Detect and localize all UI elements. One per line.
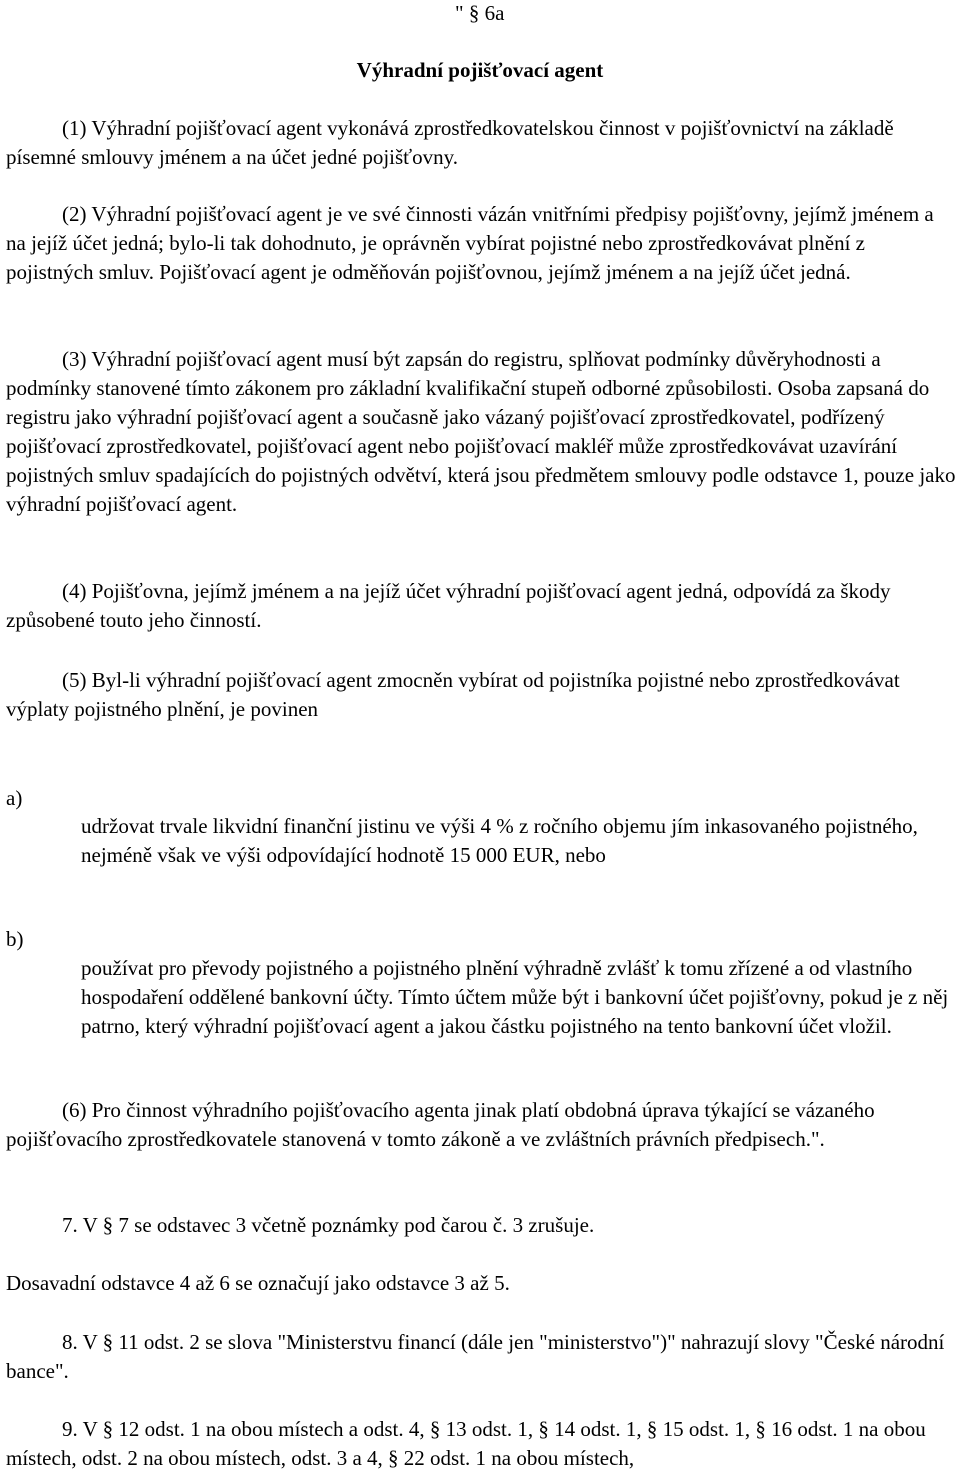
amendment-point-8: 8. V § 11 odst. 2 se slova "Ministerstvu financí (dále jen "ministerstvo")" nahrazují slovy "České národní bance". (6, 1330, 945, 1383)
list-item-text-b: používat pro převody pojistného a pojistného plnění výhradně zvlášť k tomu zřízené a od vlastního hospodaření oddělené bankovní účty. Tímto účtem může být i bankovní účet pojišťovny, pokud je z něj patrno, který výhradní pojišťovací agent a jakou částku pojistného na tento bankovní účet vložil. (81, 956, 949, 1038)
section-marker: " § 6a (455, 1, 505, 25)
amendment-point-7: 7. V § 7 se odstavec 3 včetně poznámky pod čarou č. 3 zrušuje. (62, 1213, 595, 1237)
paragraph-6: (6) Pro činnost výhradního pojišťovacího agenta jinak platí obdobná úprava týkající se vázaného pojišťovacího zprostředkovatele stanovená v tomto zákoně a ve zvláštních právních předpisech.". (6, 1098, 875, 1151)
paragraph-3: (3) Výhradní pojišťovací agent musí být zapsán do registru, splňovat podmínky důvěryhodnosti a podmínky stanovené tímto zákonem pro základní kvalifikační stupeň odborné způsobilosti. Osoba zapsaná do registru jako výhradní pojišťovací agent a současně jako vázaný pojišťovací zprostředkovatel, podřízený pojišťovací zprostředkovatel, pojišťovací agent nebo pojišťovací makléř může zprostředkovávat uzavírání pojistných smluv spadajících do pojistných odvětví, která jsou předmětem smlouvy podle odstavce 1, pouze jako výhradní pojišťovací agent. (6, 347, 956, 516)
paragraph-4: (4) Pojišťovna, jejímž jménem a na jejíž účet výhradní pojišťovací agent jedná, odpovídá za škody způsobené touto jeho činností. (6, 579, 891, 632)
paragraph-1: (1) Výhradní pojišťovací agent vykonává zprostředkovatelskou činnost v pojišťovnictví na základě písemné smlouvy jménem a na účet jedné pojišťovny. (6, 116, 894, 169)
list-item-label-b: b) (6, 927, 24, 951)
section-title: Výhradní pojišťovací agent (356, 58, 604, 82)
list-item-label-a: a) (6, 786, 23, 810)
amendment-point-9: 9. V § 12 odst. 1 na obou místech a odst. 4, § 13 odst. 1, § 14 odst. 1, § 15 odst. 1, § 16 odst. 1 na obou místech, odst. 2 na obou místech, odst. 3 a 4, § 22 odst. 1 na obou místech, (6, 1417, 926, 1470)
amendment-note-7: Dosavadní odstavce 4 až 6 se označují jako odstavce 3 až 5. (6, 1271, 510, 1295)
paragraph-5: (5) Byl-li výhradní pojišťovací agent zmocněn vybírat od pojistníka pojistné nebo zprostředkovávat výplaty pojistného plnění, je povinen (6, 668, 900, 721)
paragraph-2: (2) Výhradní pojišťovací agent je ve své činnosti vázán vnitřními předpisy pojišťovny, jejímž jménem a na jejíž účet jedná; bylo-li tak dohodnuto, je oprávněn vybírat pojistné nebo zprostředkovávat plnění z pojistných smluv. Pojišťovací agent je odměňován pojišťovnou, jejímž jménem a na jejíž účet jedná. (6, 202, 934, 284)
list-item-text-a: udržovat trvale likvidní finanční jistinu ve výši 4 % z ročního objemu jím inkasovaného pojistného, nejméně však ve výši odpovídající hodnotě 15 000 EUR, nebo (81, 814, 918, 867)
